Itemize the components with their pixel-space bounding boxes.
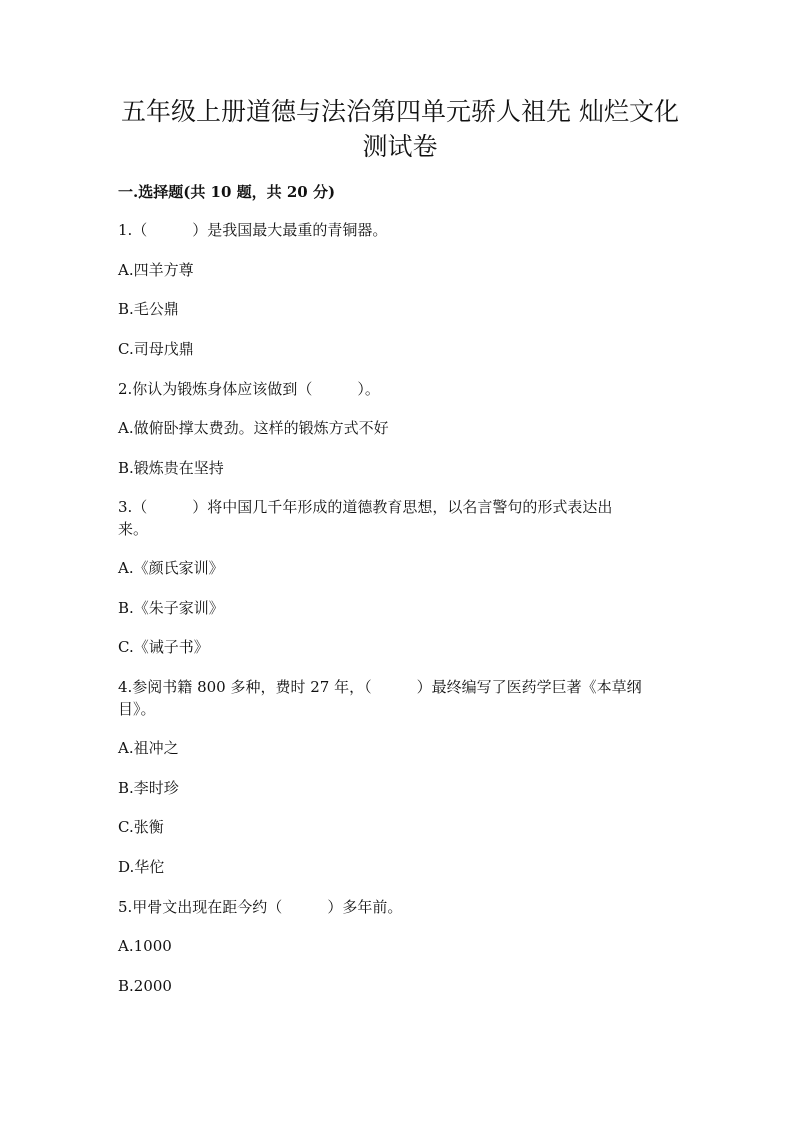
question-4-option-b: B.李时珍 — [118, 779, 179, 797]
question-2-option-b: B.锻炼贵在坚持 — [118, 459, 224, 477]
question-3-stem-line-1: 3.（ ）将中国几千年形成的道德教育思想，以名言警句的形式表达出 — [118, 498, 613, 516]
question-4-option-c: C.张衡 — [118, 818, 164, 836]
question-5-option-a: A.1000 — [118, 937, 172, 955]
question-4-stem-line-1: 4.参阅书籍 800 多种，费时 27 年，（ ）最终编写了医药学巨著《本草纲 — [118, 678, 642, 696]
question-4-option-a: A.祖冲之 — [118, 739, 179, 757]
question-3-option-c: C.《诫子书》 — [118, 638, 209, 656]
question-3-option-a: A.《颜氏家训》 — [118, 559, 224, 577]
page-title-line-1: 五年级上册道德与法治第四单元骄人祖先 灿烂文化 — [121, 97, 679, 126]
question-1-option-b: B.毛公鼎 — [118, 300, 179, 318]
question-3-stem-line-2: 来。 — [118, 520, 149, 538]
question-4-stem-line-2: 目》。 — [118, 700, 156, 718]
question-1-stem: 1.（ ）是我国最大最重的青铜器。 — [118, 221, 388, 239]
question-5-option-b: B.2000 — [118, 977, 172, 995]
section-heading: 一.选择题(共 10 题，共 20 分) — [118, 183, 336, 201]
question-5-stem: 5.甲骨文出现在距今约（ ）多年前。 — [118, 898, 403, 916]
question-1-option-a: A.四羊方尊 — [118, 261, 194, 279]
question-3-option-b: B.《朱子家训》 — [118, 599, 224, 617]
question-4-option-d: D.华佗 — [118, 858, 165, 876]
question-1-option-c: C.司母戊鼎 — [118, 340, 194, 358]
page-title-line-2: 测试卷 — [362, 132, 438, 161]
question-2-stem: 2.你认为锻炼身体应该做到（ ）。 — [118, 380, 380, 398]
question-2-option-a: A.做俯卧撑太费劲。这样的锻炼方式不好 — [118, 419, 389, 437]
